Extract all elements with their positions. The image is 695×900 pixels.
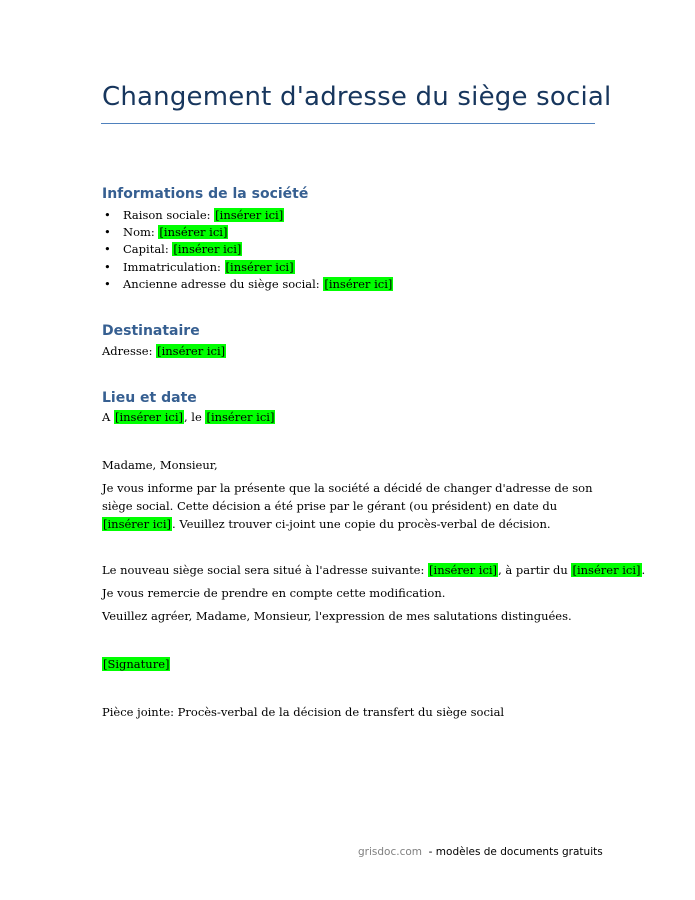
document-title: Changement d'adresse du siège social bbox=[102, 82, 612, 112]
letter-paragraph-2 bbox=[102, 562, 645, 579]
item-label: Capital: bbox=[123, 242, 173, 256]
placeholder-field[interactable]: [insérer ici] bbox=[157, 344, 226, 358]
bullet-icon: • bbox=[104, 277, 111, 291]
placeholder-field[interactable]: [insérer ici] bbox=[572, 563, 641, 577]
placeholder-field[interactable]: [insérer ici] bbox=[225, 260, 294, 274]
address-label: Adresse: bbox=[102, 344, 157, 358]
placeholder-field[interactable]: [insérer ici] bbox=[114, 410, 183, 424]
footer-tagline: - modèles de documents gratuits bbox=[422, 846, 603, 858]
placeholder-field[interactable]: [insérer ici] bbox=[103, 517, 172, 531]
place-date-line bbox=[102, 409, 275, 426]
placeholder-field[interactable]: [insérer ici] bbox=[173, 242, 242, 256]
salutation: Madame, Monsieur, bbox=[102, 458, 218, 472]
place-prefix: A bbox=[102, 410, 114, 424]
placeholder-field[interactable]: [insérer ici] bbox=[215, 208, 284, 222]
company-info-heading: Informations de la société bbox=[102, 186, 309, 202]
company-item-capital bbox=[123, 241, 242, 258]
placeholder-field[interactable]: [insérer ici] bbox=[429, 563, 498, 577]
paragraph-text: , à partir du bbox=[498, 563, 572, 577]
recipient-address-line bbox=[102, 343, 226, 360]
company-item-ancienne-adresse bbox=[123, 276, 393, 293]
paragraph-text: Je vous informe par la présente que la société a décidé de changer d'adresse de son siège social. Cette décision a été prise par le gérant (ou président) en date du bbox=[102, 481, 593, 513]
paragraph-text: . Veuillez trouver ci-joint une copie du procès-verbal de décision. bbox=[172, 517, 551, 531]
placeholder-field[interactable]: [insérer ici] bbox=[159, 225, 228, 239]
paragraph-text: . bbox=[641, 563, 646, 577]
company-item-raison-sociale bbox=[123, 207, 284, 224]
footer-site-link[interactable]: grisdoc.com bbox=[358, 846, 422, 858]
signature-placeholder[interactable]: [Signature] bbox=[103, 657, 170, 671]
company-item-nom bbox=[123, 224, 228, 241]
bullet-icon: • bbox=[104, 242, 111, 256]
item-label: Immatriculation: bbox=[123, 260, 225, 274]
item-label: Raison sociale: bbox=[123, 208, 215, 222]
company-item-immatriculation bbox=[123, 259, 295, 276]
title-underline bbox=[101, 123, 595, 124]
bullet-icon: • bbox=[104, 208, 111, 222]
place-date-heading: Lieu et date bbox=[102, 390, 197, 406]
letter-paragraph-1 bbox=[102, 479, 597, 533]
item-label: Ancienne adresse du siège social: bbox=[123, 277, 324, 291]
bullet-icon: • bbox=[104, 260, 111, 274]
attachment-line: Pièce jointe: Procès-verbal de la décision de transfert du siège social bbox=[102, 705, 505, 719]
paragraph-text: Le nouveau siège social sera situé à l'adresse suivante: bbox=[102, 563, 429, 577]
placeholder-field[interactable]: [insérer ici] bbox=[324, 277, 393, 291]
closing-paragraph: Veuillez agréer, Madame, Monsieur, l'expression de mes salutations distinguées. bbox=[102, 609, 572, 623]
item-label: Nom: bbox=[123, 225, 159, 239]
signature-line bbox=[102, 656, 170, 673]
recipient-heading: Destinataire bbox=[102, 323, 200, 339]
placeholder-field[interactable]: [insérer ici] bbox=[206, 410, 275, 424]
date-separator: , le bbox=[184, 410, 206, 424]
footer bbox=[358, 846, 603, 858]
bullet-icon: • bbox=[104, 225, 111, 239]
letter-paragraph-3: Je vous remercie de prendre en compte cette modification. bbox=[102, 586, 446, 600]
